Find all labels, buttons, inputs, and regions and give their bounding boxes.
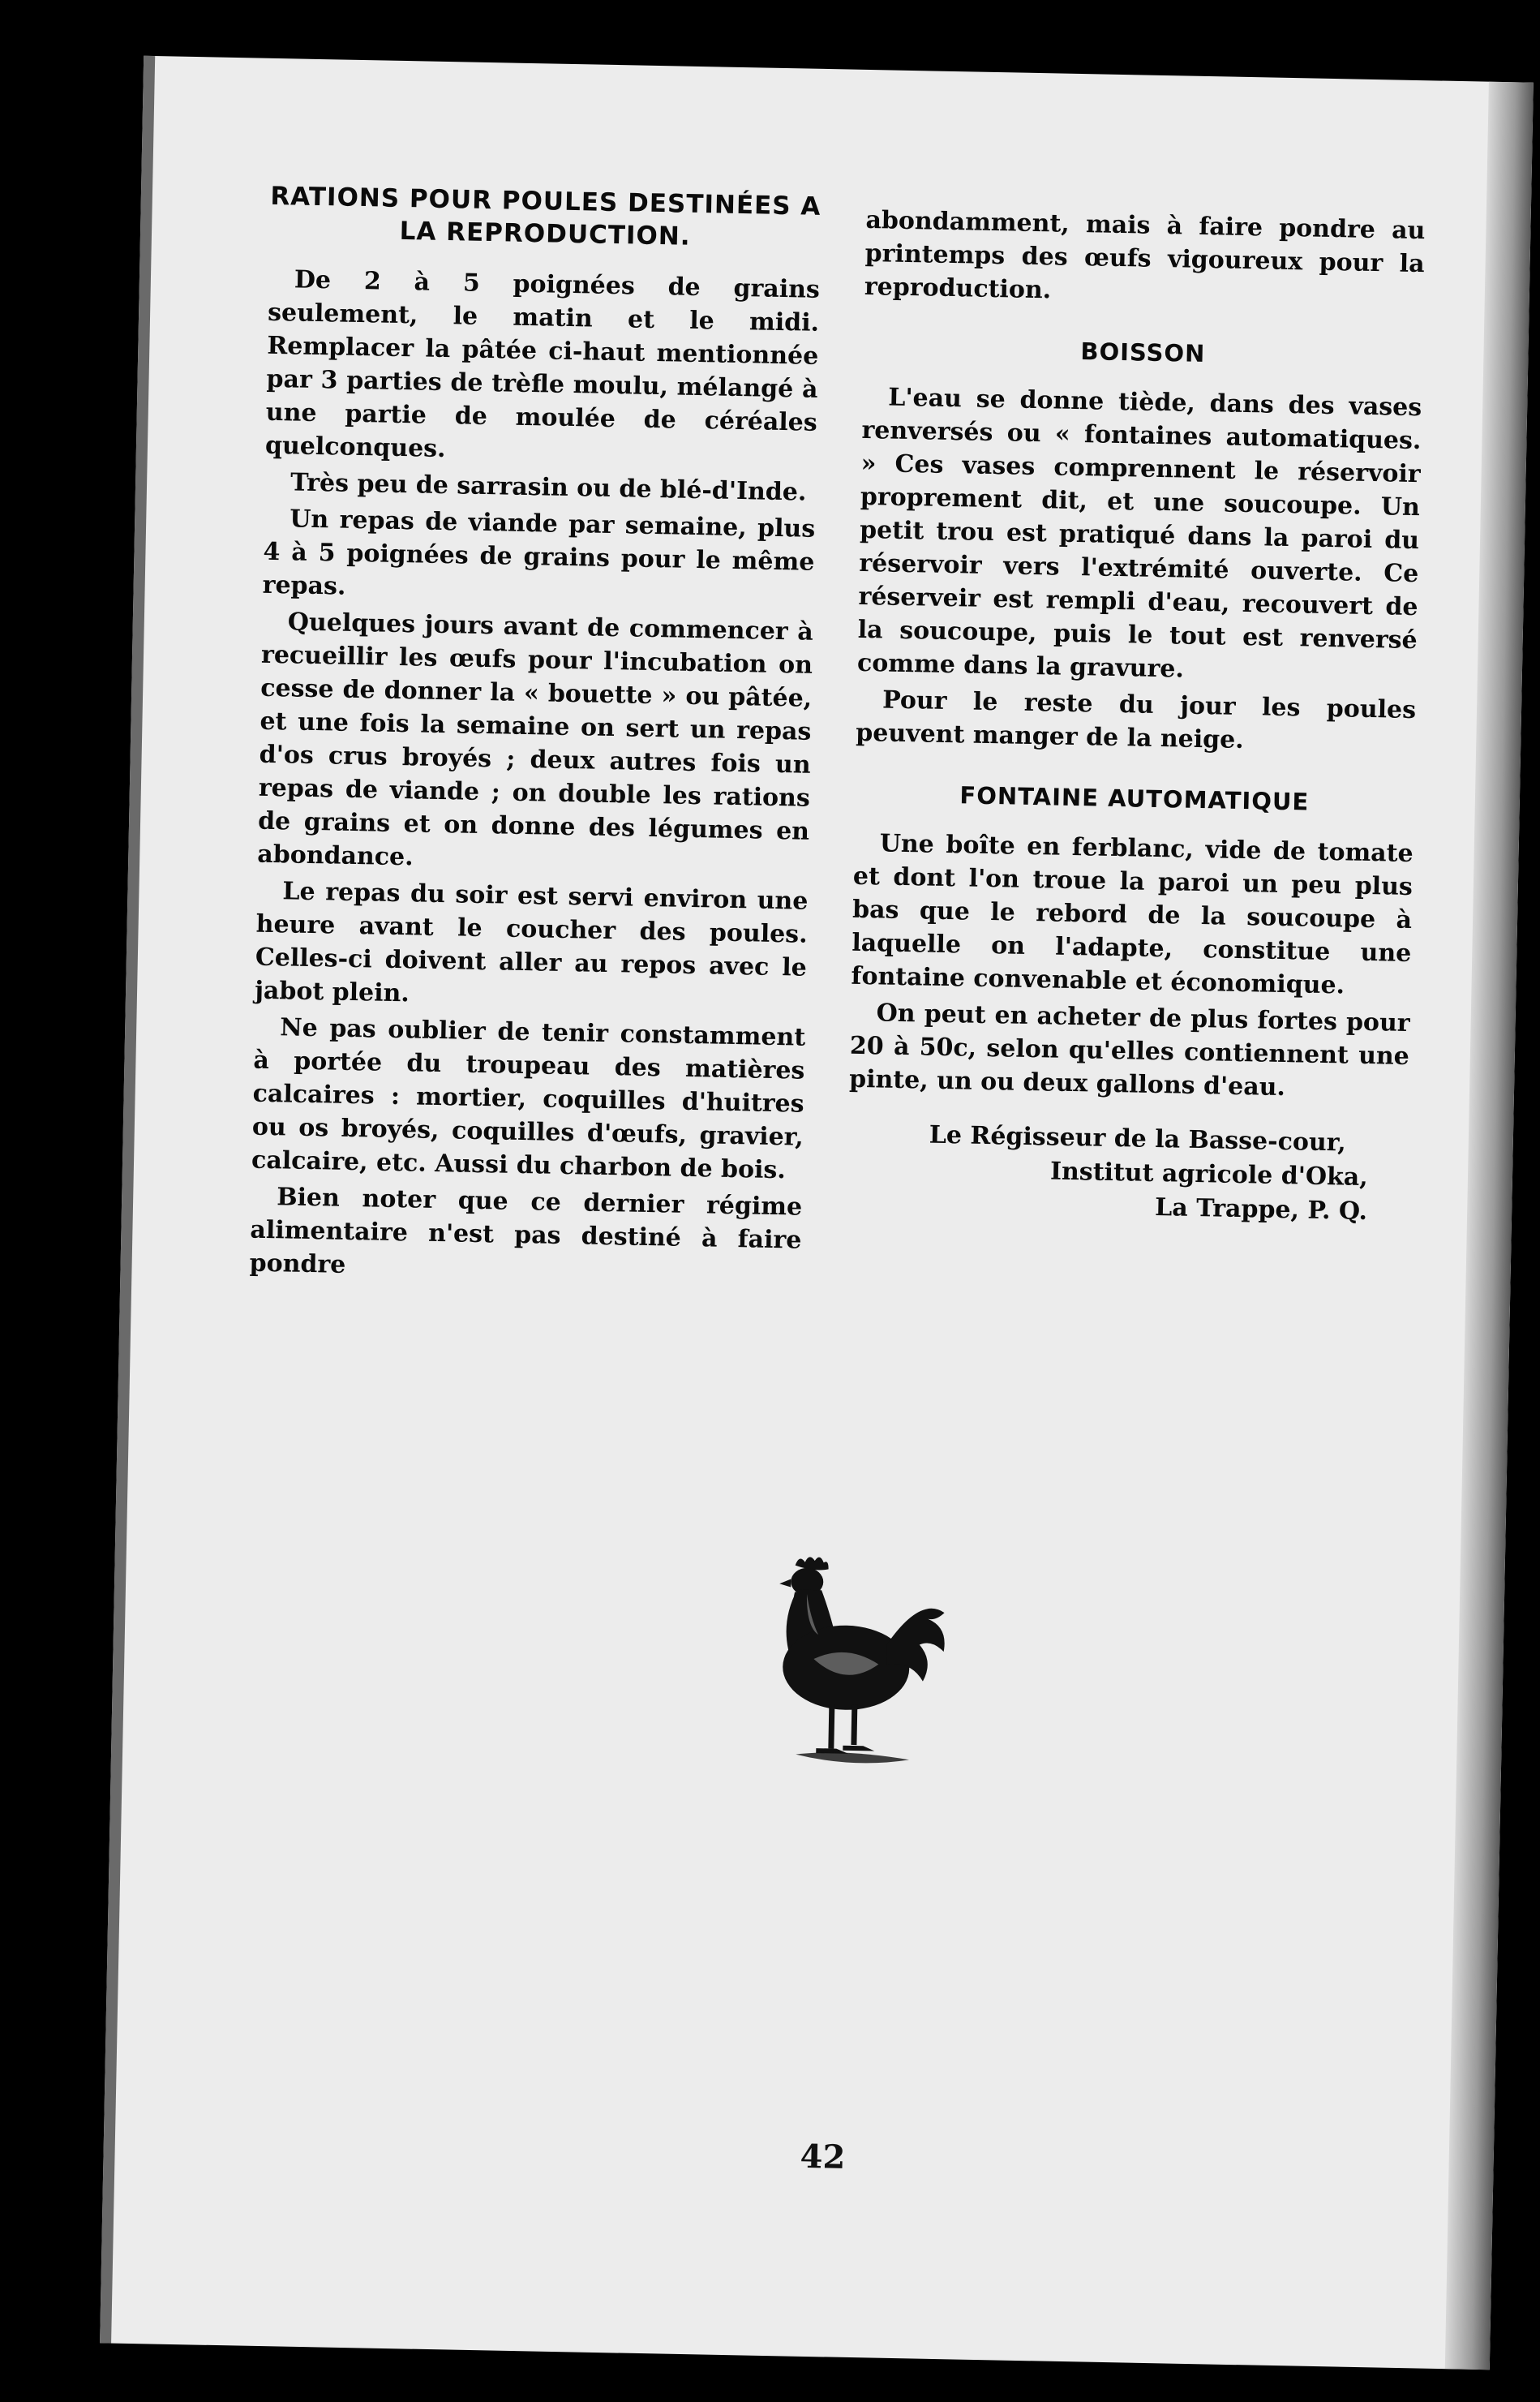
paragraph: Une boîte en ferblanc, vide de tomate et dont l'on troue la paroi un peu plus bas que le rebord de la soucoupe à laquelle on l'adapte, constitue une fontaine convenable et économique. (851, 829, 1413, 1000)
signature-line: La Trappe, P. Q. (1154, 1193, 1368, 1227)
paragraph-continuation: abondamment, mais à faire pondre au printemps des œufs vigoureux pour la reproduction. (864, 205, 1426, 305)
heading-fontaine: FONTAINE AUTOMATIQUE (959, 781, 1310, 816)
paragraph: Très peu de sarrasin ou de blé-d'Inde. (290, 468, 807, 507)
signature-block (847, 1117, 1408, 1230)
right-column (847, 204, 1426, 1230)
heading-boisson: BOISSON (1080, 337, 1206, 368)
rooster-illustration (746, 1545, 954, 1792)
section-title: RATIONS POUR POULES DESTINÉES A LA REPRODUCTION. (270, 181, 821, 251)
signature-line: Institut agricole d'Oka, (1049, 1157, 1369, 1192)
paragraph: Ne pas oublier de tenir constamment à portée du troupeau des matières calcaires : mortier, coquilles d'huitres ou os broyés, coquilles d'œufs, gravier, calcaire, etc. Aussi du charbon de bois. (251, 1013, 806, 1185)
page-number: 42 (800, 2137, 846, 2176)
paragraph: Pour le reste du jour les poules peuvent manger de la neige. (856, 685, 1417, 755)
signature-line: Le Régisseur de la Basse-cour, (929, 1120, 1347, 1158)
paragraph: On peut en acheter de plus fortes pour 20 à 50c, selon qu'elles contiennent une pinte, un ou deux gallons d'eau. (848, 999, 1410, 1102)
paragraph: Quelques jours avant de commencer à recueillir les œufs pour l'incubation on cesse de donner la « bouette » ou pâtée, et une fois la semaine on sert un repas d'os crus broyés ; deux autres fois un repas de viande ; on double les rations de grains et on donne des légumes en abondance. (257, 608, 814, 872)
left-column (249, 180, 821, 1294)
paragraph: De 2 à 5 poignées de grains seulement, le matin et le midi. Remplacer la pâtée ci-haut mentionnée par 3 parties de trèfle moulu, mélangé à une partie de moulée de céréales quelconques. (264, 265, 821, 464)
paragraph: L'eau se donne tiède, dans des vases renversés ou « fontaines automatiques. » Ces vases comprennent le réservoir proprement dit, et une soucoupe. Un petit trou est pratiqué dans la paroi du réservoir vers l'extrémité ouverte. Ce réserveir est rempli d'eau, recouvert de la soucoupe, puis le tout est renversé comme dans la gravure. (856, 383, 1422, 684)
paragraph: Bien noter que ce dernier régime alimentaire n'est pas destiné à faire pondre (249, 1183, 803, 1279)
book-page (100, 56, 1534, 2370)
paragraph: Un repas de viande par semaine, plus 4 à 5 poignées de grains pour le même repas. (262, 505, 816, 601)
paragraph: Le repas du soir est servi environ une heure avant le coucher des poules. Celles-ci doivent aller au repos avec le jabot plein. (254, 877, 809, 1008)
